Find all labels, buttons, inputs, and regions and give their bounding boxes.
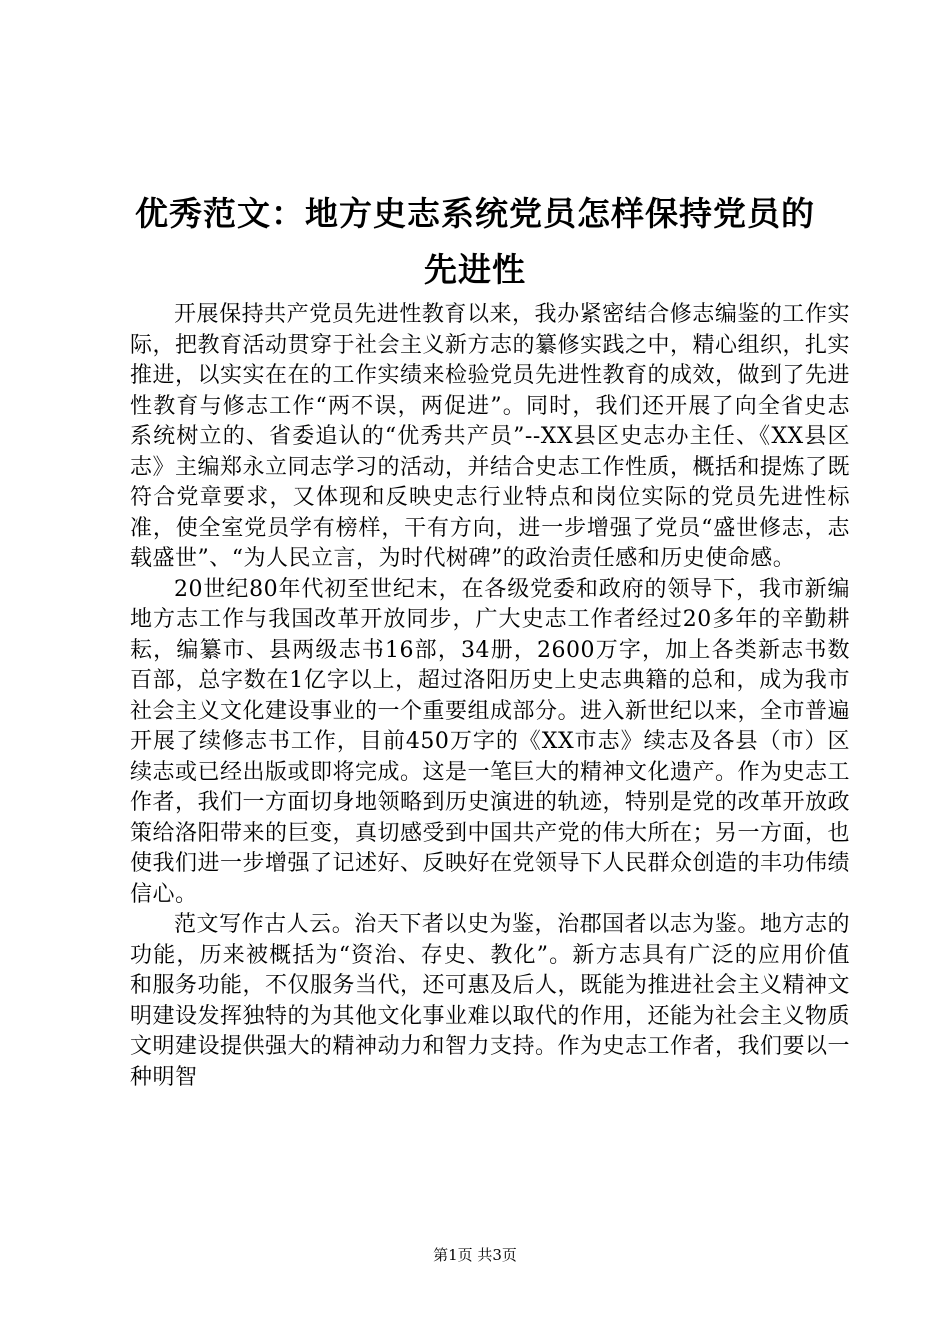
document-title-line-1: 优秀范文：地方史志系统党员怎样保持党员的 (135, 194, 815, 233)
paragraph: 开展保持共产党员先进性教育以来，我办紧密结合修志编鉴的工作实际，把教育活动贯穿于社会主义新方志的纂修实践之中，精心组织，扎实推进，以实实在在的工作实绩来检验党员先进性教育的成效，做到了先进性教育与修志工作“两不误，两促进”。同时，我们还开展了向全省史志系统树立的、省委追认的“优秀共产员”--XX县区史志办主任、《XX县区志》主编郑永立同志学习的活动，并结合史志工作性质，概括和提炼了既符合党章要求，又体现和反映史志行业特点和岗位实际的党员先进性标准，使全室党员学有榜样，干有方向，进一步增强了党员“盛世修志，志载盛世”、“为人民立言，为时代树碑”的政治责任感和历史使命感。 (130, 302, 851, 571)
document-body (130, 300, 850, 1093)
document-title-line-2: 先进性 (424, 250, 526, 289)
paragraph: 20世纪80年代初至世纪末，在各级党委和政府的领导下，我市新编地方志工作与我国改革开放同步，广大史志工作者经过20多年的辛勤耕耘，编纂市、县两级志书16部，34册，2600万字，加上各类新志书数百部，总字数在1亿字以上，超过洛阳历史上史志典籍的总和，成为我市社会主义文化建设事业的一个重要组成部分。进入新世纪以来，全市普遍开展了续修志书工作，目前450万字的《XX市志》续志及各县（市）区续志或已经出版或即将完成。这是一笔巨大的精神文化遗产。作为史志工作者，我们一方面切身地领略到历史演进的轨迹，特别是党的改革开放政策给洛阳带来的巨变，真切感受到中国共产党的伟大所在；另一方面，也使我们进一步增强了记述好、反映好在党领导下人民群众创造的丰功伟绩信心。 (130, 576, 851, 907)
page-footer: 第1页 共3页 (433, 1246, 517, 1264)
paragraph: 范文写作古人云。治天下者以史为鉴，治郡国者以志为鉴。地方志的功能，历来被概括为“资治、存史、教化”。新方志具有广泛的应用价值和服务功能，不仅服务当代，还可惠及后人，既能为推进社会主义精神文明建设发挥独特的为其他文化事业难以取代的作用，还能为社会主义物质文明建设提供强大的精神动力和智力支持。作为史志工作者，我们要以一种明智 (130, 912, 851, 1090)
